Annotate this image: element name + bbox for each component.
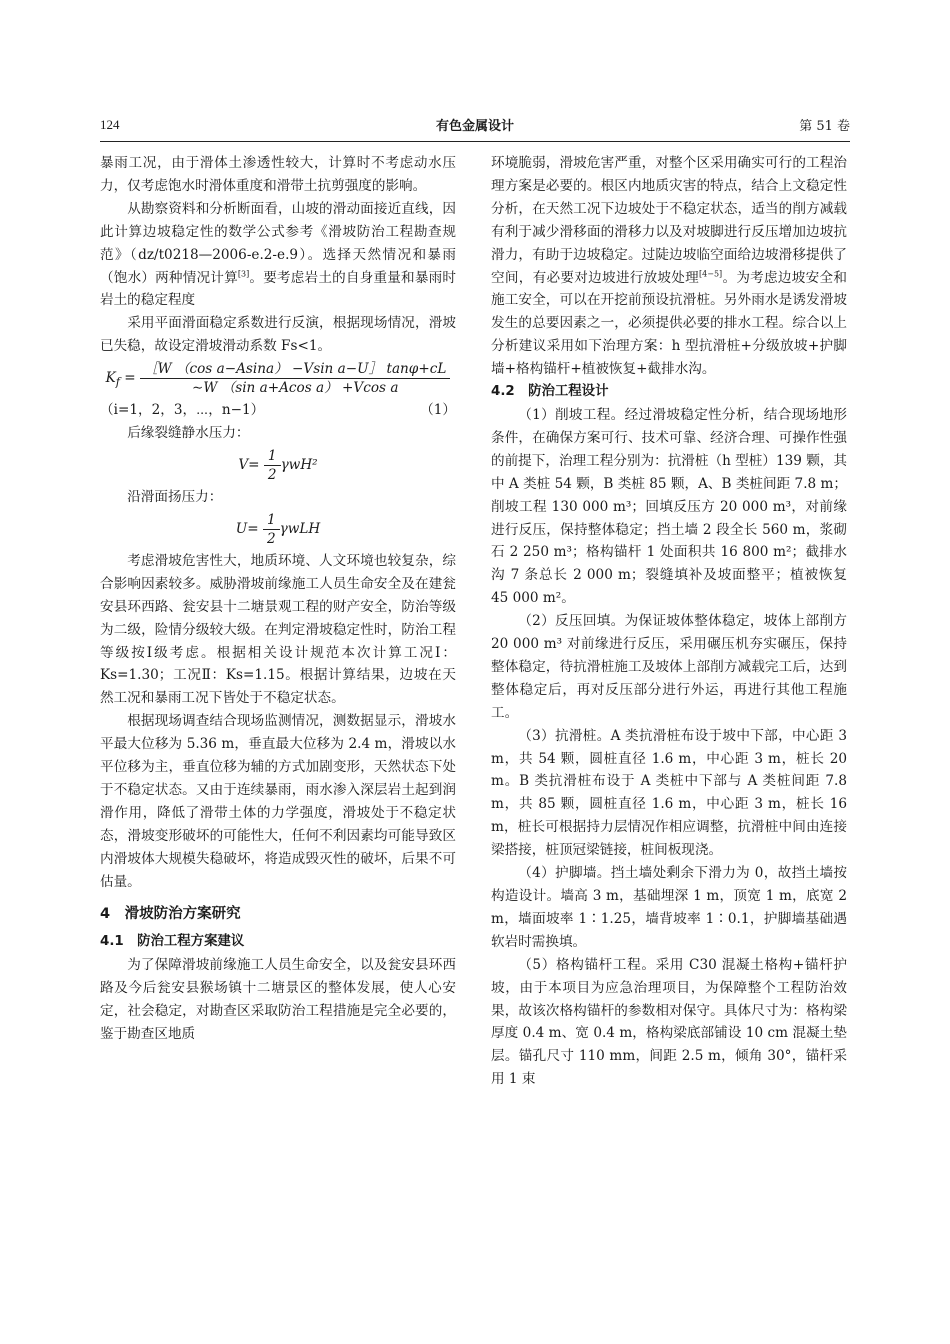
u-lhs: U= (235, 520, 259, 537)
kf-formula (100, 360, 456, 397)
paragraph: （1）削坡工程。经过滑坡稳定性分析，结合现场地形条件，在确保方案可行、技术可靠、经济合理、可操作性强的前提下，治理工程分别为：抗滑桩（h 型桩）139 颗，其中 A 类桩 54 颗，B 类桩 85 颗，A、B 类桩间距 7.8 m；削坡工程 130 000 m³；回填反压方 20 000 m³，对前缘进行反压，保持整体稳定；挡土墙 2 段全长 560 m，浆砌石 2 250 m³；格构锚杆 1 处面积共 16 800 m²；截排水沟 7 条总长 2 000 m；裂缝填补及坡面整平；植被恢复 45 000 m²。 (491, 406, 847, 607)
subsection-heading: 4.1 防治工程方案建议 (100, 934, 245, 950)
kf-numerator: ［W （cos a−Asina） −Vsin a−U］ tanφ+cL (140, 360, 450, 379)
paragraph: （4）护脚墙。挡土墙处剩余下滑力为 0，故挡土墙按构造设计。墙高 3 m，基础埋深 1 m，顶宽 1 m，底宽 2 m，墙面坡率 1∶1.25，墙背坡率 1∶0.1，护脚墙基础遇软岩时需换填。 (491, 865, 847, 950)
page-header (100, 113, 850, 137)
paragraph-text: 环境脆弱，滑坡危害严重，对整个区采用确实可行的工程治理方案是必要的。根区内地质灾害的特点，结合上文稳定性分析，在天然工况下边坡处于不稳定状态，适当的削方减载有利于减少滑移面的滑移力以及对坡脚进行反压增加边坡抗滑力，有助于边坡稳定。过陡边坡临空面给边坡滑移提供了空间，有必要对边坡进行放坡处理 (491, 155, 847, 286)
paragraph-text: 。为考虑边坡安全和施工安全，可以在开挖前预设抗滑桩。另外雨水是诱发滑坡发生的总要因素之一，必须提供必要的排水工程。综合以上分析建议采用如下治理方案：h 型抗滑桩+分级放坡+护脚墙+格构锚杆+植被恢复+截排水沟。 (491, 269, 847, 378)
v-fraction (264, 447, 281, 484)
paragraph: （3）抗滑桩。A 类抗滑桩布设于坡中下部，中心距 3 m，共 54 颗，圆桩直径 1.6 m，中心距 3 m，桩长 20 m。B 类抗滑桩布设于 A 类桩中下部与 A 类桩间距 7.8 m，共 85 颗，圆桩直径 1.6 m，中心距 3 m，桩长 16 m，桩长可根据持力层情况作相应调整，抗滑桩中间由连接梁搭接，桩顶冠梁链接，桩间板现浇。 (491, 727, 847, 859)
paragraph: 采用平面滑面稳定系数进行反演，根据现场情况，滑坡已失稳，故设定滑坡滑动系数 Fs<1。 (100, 315, 456, 355)
paragraph: 为了保障滑坡前缘施工人员生命安全，以及瓮安县环西路及今后瓮安县猴场镇十二塘景区的整体发展，使人心安定，社会稳定，对勘查区采取防治工程措施是完全必要的，鉴于勘查区地质 (100, 957, 456, 1043)
page-number: 124 (100, 117, 120, 132)
citation: [3] (237, 269, 250, 278)
paragraph-text: 。要考虑岩土的自身重量和暴雨时岩土的稳定程度 (100, 269, 457, 309)
right-column (491, 152, 847, 1091)
section-heading: 4 滑坡防治方案研究 (100, 906, 241, 923)
kf-fraction (140, 360, 450, 397)
v-rhs: γwH² (280, 456, 318, 473)
paragraph: （5）格构锚杆工程。采用 C30 混凝土格构+锚杆护坡，由于本项目为应急治理项目，为保障整个工程防治效果，故该次格构锚杆的参数相对保守。具体尺寸为：格构梁厚度 0.4 m、宽 0.4 m，格构梁底部铺设 10 cm 混凝土垫层。锚孔尺寸 110 mm，间距 2.5 m，倾角 30°，锚杆采用 1 束 (491, 956, 847, 1088)
u-rhs: γwLH (279, 520, 321, 537)
u-numerator: 1 (263, 511, 280, 530)
kf-subscript: f (115, 374, 120, 389)
formula-label: 沿滑面扬压力： (127, 488, 223, 505)
kf-equals: = (119, 370, 136, 387)
citation: [4−5] (699, 269, 723, 278)
kf-denominator: ∼W （sin a+Acos a） +Vcos a (191, 380, 399, 397)
v-denominator: 2 (267, 466, 277, 483)
index-range: （i=1，2，3，⋯，n−1） (100, 402, 265, 419)
paragraph: 根据现场调查结合现场监测情况，测数据显示，滑坡水平最大位移为 5.36 m，垂直最大位移为 2.4 m，滑坡以水平位移为主，垂直位移为辅的方式加剧变形，天然状态下处于不稳定状态。又由于连续暴雨，雨水渗入深层岩土起到润滑作用，降低了滑带土体的力学强度，滑坡处于不稳定状态，滑坡变形破坏的可能性大，任何不利因素均可能导致区内滑坡体大规模失稳破坏，将造成毁灭性的破坏，后果不可估量。 (100, 713, 456, 890)
u-fraction (263, 511, 280, 548)
u-formula (100, 511, 456, 548)
header-rule (100, 141, 850, 142)
paragraph: 考虑滑坡危害性大，地质环境、人文环境也较复杂，综合影响因素较多。威胁滑坡前缘施工人员生命安全及在建瓮安县环西路、瓮安县十二塘景观工程的财产安全，防治等级为二级，险情分级较大级。在判定滑坡稳定性时，防治工程等级按Ⅰ级考虑。根据相关设计规范本次计算工况Ⅰ：Ks=1.30；工况Ⅱ：Ks=1.15。根据计算结果，边坡在天然工况和暴雨工况下皆处于不稳定状态。 (100, 552, 456, 707)
paragraph (100, 198, 456, 313)
volume-label: 第 51 卷 (799, 119, 850, 134)
equation-number: （1） (420, 402, 456, 419)
u-denominator: 2 (266, 530, 276, 547)
paragraph: 暴雨工况，由于滑体土渗透性较大，计算时不考虑动水压力，仅考虑饱水时滑体重度和滑带土抗剪强度的影响。 (100, 155, 456, 194)
left-column (100, 152, 456, 1046)
subsection-heading: 4.2 防治工程设计 (491, 384, 609, 400)
v-formula (100, 447, 456, 484)
paragraph (491, 152, 847, 381)
paragraph-text: 从勘察资料和分析断面看，山坡的滑动面接近直线，因此计算边坡稳定性的数学公式参考《滑坡防治工程勘查规范》（dz/t0218—2006-e.2-e.9）。选择天然情况和暴雨（饱水）两种情况计算 (100, 200, 456, 286)
formula-label: 后缘裂缝静水压力： (127, 425, 250, 442)
v-lhs: V= (238, 456, 260, 473)
equation-range-row (100, 399, 456, 422)
v-numerator: 1 (264, 447, 281, 466)
paragraph: （2）反压回填。为保证坡体整体稳定，坡体上部削方 20 000 m³ 对前缘进行反压，采用碾压机夯实碾压，保持整体稳定，待抗滑桩施工及坡体上部削方减载完工后，达到整体稳定后，再对反压部分进行外运，再进行其他工程施工。 (491, 613, 847, 721)
journal-name: 有色金属设计 (435, 119, 514, 134)
kf-lhs: K (105, 370, 116, 387)
